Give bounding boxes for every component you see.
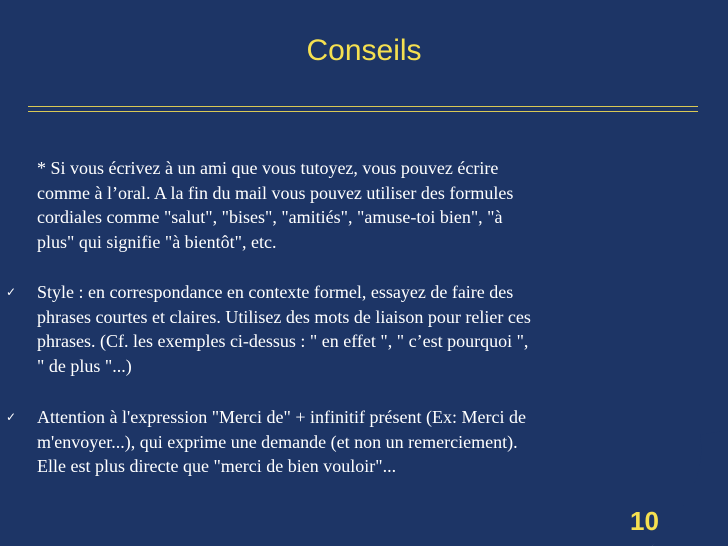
- title-divider-bottom: [28, 111, 698, 112]
- title-divider-top: [28, 106, 698, 107]
- paragraph-text: Style : en correspondance en contexte formel, essayez de faire des phrases courtes et claires. Utilisez des mots de liaison pour relier ces phrases. (Cf. les exemples ci-dessus : " en effet ", " c’est pourquoi ", " de plus "...): [37, 282, 531, 376]
- paragraph-text: * Si vous écrivez à un ami que vous tutoyez, vous pouvez écrire comme à l’oral. A la fin du mail vous pouvez utiliser des formules cordiales comme "salut", "bises", "amitiés", "amuse-toi bien", "à plus" qui signifie "à bientôt", etc.: [37, 158, 514, 252]
- check-bullet-icon: ✓: [6, 285, 17, 299]
- paragraph-style: [0, 280, 690, 378]
- page-number: 10: [630, 506, 659, 536]
- slide-title: Conseils: [306, 34, 422, 67]
- check-bullet-icon: ✓: [6, 410, 17, 424]
- paragraph-text: Attention à l'expression "Merci de" + infinitif présent (Ex: Merci de m'envoyer...), qui exprime une demande (et non un remerciement). Elle est plus directe que "merci de bien vouloir"...: [37, 407, 526, 476]
- paragraph-tutoiement: [0, 156, 690, 254]
- paragraph-attention: [0, 405, 690, 479]
- slide-body: [0, 156, 690, 479]
